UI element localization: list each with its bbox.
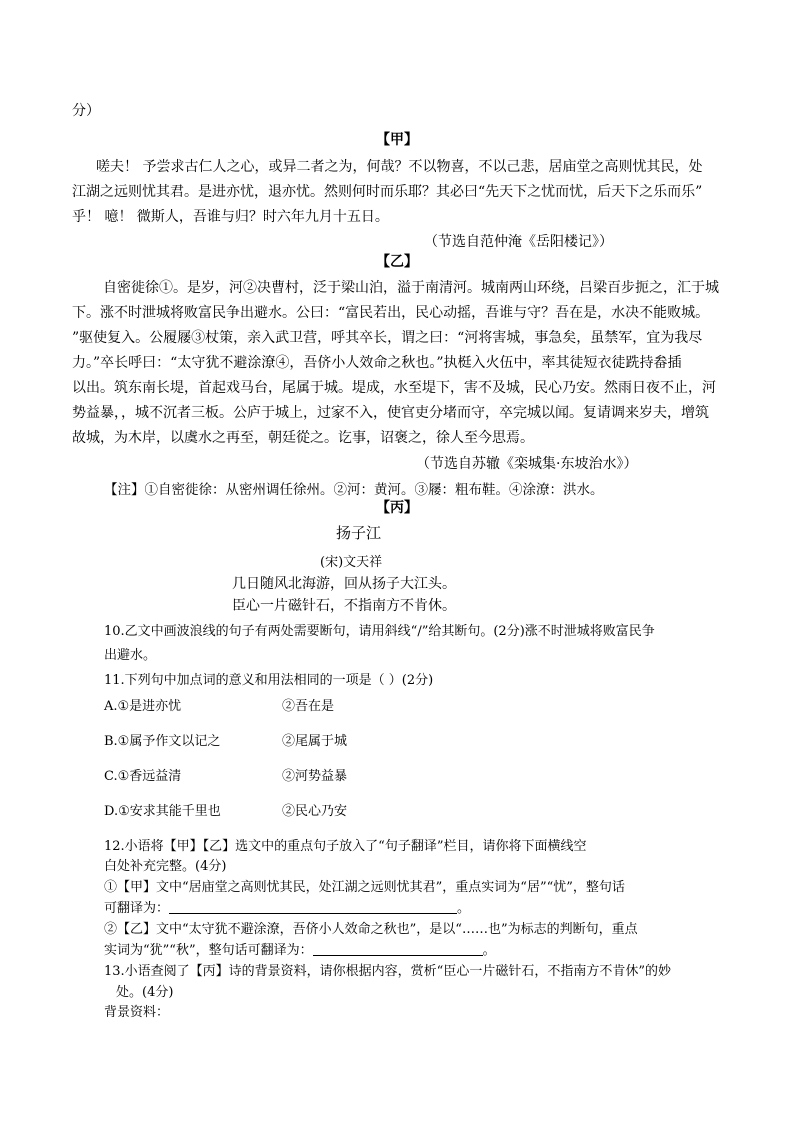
yi-source: （节选自苏辙《栾城集·东坡治水》） [416,456,638,472]
yi-line-2: 下。涨不时泄城将败富民争出避水。公曰：“富民若出，民心动摇，吾谁与守？吾在是，水决不能败城。 [72,305,710,321]
q12-item2-line-2 [104,941,496,961]
q11-option-d-right: ②民心乃安 [282,804,348,819]
heading-yi: 【乙】 [376,254,418,270]
q11-option-c-left: C.①香远益清 [104,769,182,784]
q10-line-2: 出避水。 [104,648,157,663]
q10-line-1: 10.乙文中画波浪线的句子有两处需要断句，请用斜线“/”给其断句。(2分)涨不时泄城将败富民争 [104,624,655,639]
q13-line-3: 背景资料： [104,1005,170,1020]
q11-option-c-right: ②河势益暴 [282,769,348,784]
yi-line-1: 自密徙徐①。是岁，河②决曹村，泛于梁山泊，溢于南清河。城南两山环绕，吕梁百步扼之，汇于城 [103,280,719,296]
yi-line-4: 力。”卒长呼曰：“太守犹不避涂潦④，吾侪小人效命之秋也。”执梃入火伍中，率其徒短衣徒跣持畚插 [72,355,682,371]
jia-line-2: 江湖之远则忧其君。是进亦忧，退亦忧。然则何时而乐耶？其必曰“先天下之忧而忧，后天下之乐而乐” [72,184,703,200]
yi-line-7: 故城，为木岸，以虞水之再至，朝廷從之。讫事，诏褒之，徐人至今思焉。 [72,430,534,446]
q12-item2-prefix: 实词为“犹”“秋”，整句话可翻译为： [104,943,313,958]
q11-option-b-left: B.①属予作文以记之 [104,734,221,749]
poem-line-2: 臣心一片磁针石，不指南方不肯休。 [232,598,456,614]
jia-source: （节选自范仲淹《岳阳楼记》） [424,234,613,250]
poem-title: 扬子江 [336,524,382,542]
q12-item1-end: 。 [457,901,471,916]
q12-line-1: 12.小语将【甲】【乙】选文中的重点句子放入了“句子翻译”栏目，请你将下面横线空 [104,839,587,854]
answer-blank-2[interactable] [313,941,483,956]
q12-item2-end: 。 [482,943,496,958]
jia-line-1: 嗟夫！ 予尝求古仁人之心，或异二者之为，何哉？不以物喜，不以己悲，居庙堂之高则忧其民，处 [96,159,703,175]
top-fragment: 分） [72,103,100,119]
q11-option-a-left: A.①是进亦忧 [104,699,182,714]
yi-line-5: 以出。筑东南长堤，首起戏马台，尾属于城。堤成，水至堤下，害不及城，民心乃安。然雨日夜不止，河 [72,380,716,396]
q12-line-2: 白处补充完整。(4分) [104,859,227,874]
q11-option-d-left: D.①安求其能千里也 [104,804,221,819]
q11-option-a-right: ②吾在是 [282,699,335,714]
yi-line-3: ”驱使复入。公履屦③杖策，亲入武卫营，呼其卒长，谓之曰：“河将害城，事急矣，虽禁军，宜为我尽 [72,330,703,346]
poem-author: (宋)文天祥 [320,555,383,570]
q13-line-1: 13.小语查阅了【丙】诗的背景资料，请你根据内容，赏析“臣心一片磁针石，不指南方不肯休”的妙 [104,964,671,979]
heading-bing: 【丙】 [376,500,418,516]
yi-note: 【注】①自密徙徐：从密州调任徐州。②河：黄河。③屦：粗布鞋。④涂潦：洪水。 [104,482,604,498]
q13-line-2: 处。(4分) [116,985,174,1000]
q12-item1-prefix: 可翻译为： [104,901,170,916]
heading-jia: 【甲】 [376,132,418,148]
q12-item1-line-2 [104,899,470,919]
q11-option-b-right: ②尾属于城 [282,734,348,749]
yi-line-6: 势益暴，，城不沉者三板。公庐于城上，过家不入，使官吏分堵而守，卒完城以闻。复请调来岁夫，增筑 [72,405,709,421]
q12-item2-line-1: ②【乙】文中“太守犹不避涂潦，吾侪小人效命之秋也”，是以“……也”为标志的判断句，重点 [104,922,638,937]
q11-stem: 11.下列句中加点词的意义和用法相同的一项是（ ）(2分) [104,673,434,688]
answer-blank-1[interactable] [169,899,457,914]
poem-line-1: 几日随风北海游，回从扬子大江头。 [232,576,456,592]
jia-line-3: 乎！ 噫！ 微斯人，吾谁与归？时六年九月十五日。 [72,209,389,225]
q12-item1-line-1: ①【甲】文中“居庙堂之高则忧其民，处江湖之远则忧其君”，重点实词为“居”“忧”，整句话 [104,880,625,895]
